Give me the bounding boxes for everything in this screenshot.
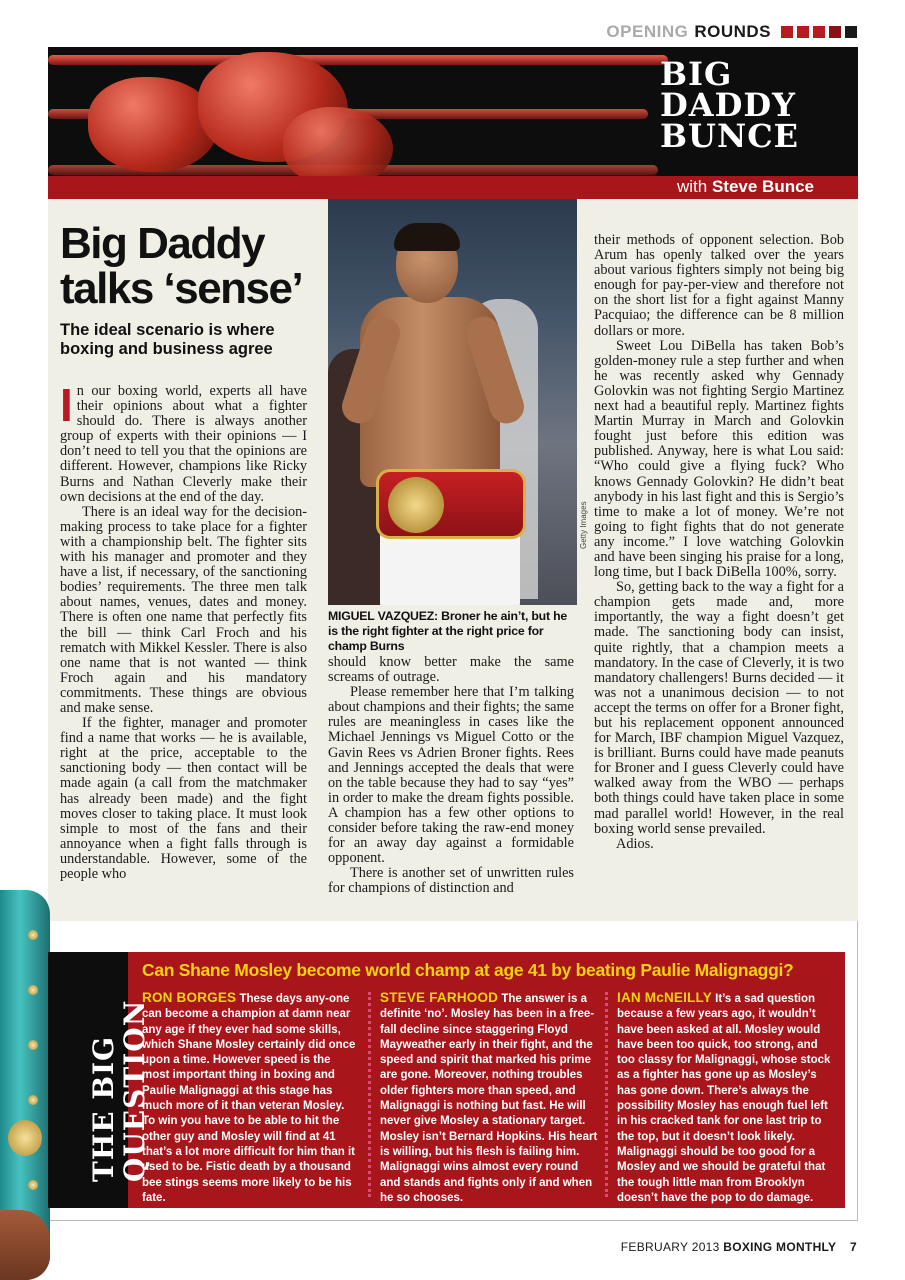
- boxing-glove-icon: [283, 107, 393, 187]
- stud-icon: [28, 1040, 38, 1050]
- stud-icon: [28, 930, 38, 940]
- fighter-photo: [328, 199, 577, 605]
- photo-fighter-shorts: [380, 529, 520, 605]
- trophy-plate-icon: [8, 1120, 42, 1156]
- square-icon: [797, 26, 809, 38]
- article-column-1: [60, 379, 307, 882]
- headline-line: Big Daddy: [60, 219, 265, 268]
- answer-text: These days any-one can become a champion at damn near any age if they ever had some skills, which Shane Mosley certainly did once upon a time. However speed is the most important thing in boxing and Paulie Malignaggi at this stage has much more of it than veteran Mosley. To win you have to be able to hit the other guy and Mosley will find at 41 that’s a lot more difficult for him than it used to be. Fistic death by a thousand bee stings seems more likely to be his fate.: [142, 993, 356, 1204]
- article-paragraph: [60, 379, 307, 505]
- column-banner: [48, 47, 858, 199]
- tab-title-line: QUESTION: [118, 999, 151, 1182]
- big-question-tab: [48, 952, 151, 1208]
- article-paragraph: their methods of opponent selection. Bob Arum has openly talked over the years about various fighters simply not being big enough for pay-per-view and therefore not on the short list for a fight against Manny Pacquiao; the difference can be 8 million dollars or more.: [594, 232, 844, 339]
- section-header: [0, 22, 857, 42]
- article-panel: [48, 199, 858, 921]
- column-title-line: BUNCE: [660, 117, 800, 155]
- article-paragraph: There is an ideal way for the decision-making process to take place for a fighter with a championship belt. The fighter sits with his manager and promoter and they have a list, if necessary, of the sanctioning bodies’ requirements. The three men talk about names, venues, dates and money. There is often one name that perfectly fits the bill — think Carl Froch and his rematch with Mikkel Kessler. There is also one name that is not wanted — think Froch again and his mandatory commitments. These things are obvious and make sense.: [60, 503, 307, 716]
- answer-column: [380, 990, 598, 1206]
- magazine-name: BOXING MONTHLY: [723, 1240, 837, 1254]
- article-paragraph: Please remember here that I’m talking about champions and their fights; the same rules are meaningless in cases like the Michael Jennings vs Miguel Cotto or the Gavin Rees vs Adrien Broner fights. Rees and Jennings accepted the deals that were on the table because they had to say “yes” in order to make the dream fights possible. A champion has a few other options to consider before taking the raw-end money for an away day against a formidable opponent.: [328, 684, 574, 867]
- answer-author: IAN McNEILLY: [617, 990, 712, 1005]
- photo-caption: MIGUEL VAZQUEZ: Broner he ain’t, but he is the right fighter at the right price for champ Burns: [328, 609, 568, 653]
- column-title-line: DADDY: [660, 86, 796, 124]
- headline-line: talks ‘sense’: [60, 264, 303, 313]
- answer-text: The answer is a definite ‘no’. Mosley has been in a free-fall decline since staggering Floyd Mayweather early in their fight, and the speed and spirit that marked his prime are gone. Moreover, nothing troubles older fighters more than speed, and Malignaggi is nothing but fast. He will never give Mosley a stationary target. Mosley isn’t Bernard Hopkins. His heart is willing, but his flesh is failing him. Malignaggi wins almost every round and stands and fights only if and when he so chooses.: [380, 993, 598, 1204]
- photo-fighter-hair: [394, 223, 460, 251]
- column-divider: [368, 992, 371, 1197]
- issue-date: FEBRUARY 2013: [620, 1240, 720, 1254]
- section-label-rounds: ROUNDS: [694, 22, 771, 41]
- answer-author: STEVE FARHOOD: [380, 990, 499, 1005]
- square-icon: [813, 26, 825, 38]
- big-question-title: Can Shane Mosley become world champ at age 41 by beating Paulie Malignaggi?: [142, 960, 794, 980]
- paragraph-text: n our boxing world, experts all have their opinions about what a fighter should do. There is always another group of experts with their opinions — I don’t need to tell you that the opinions are different. However, champions like Ricky Burns and Nathan Cleverly make their own decisions at the end of the day.: [60, 383, 307, 505]
- article-paragraph: should know better make the same screams of outrage.: [328, 654, 574, 686]
- stud-icon: [28, 1095, 38, 1105]
- section-squares: [781, 26, 857, 38]
- article-column-3: [594, 233, 844, 852]
- answer-author: RON BORGES: [142, 990, 237, 1005]
- page-number: 7: [850, 1240, 857, 1254]
- stud-icon: [28, 1180, 38, 1190]
- answer-column: [142, 990, 360, 1206]
- square-icon: [845, 26, 857, 38]
- answer-column: [617, 990, 835, 1206]
- hand-decoration: [0, 1210, 50, 1280]
- tab-title-line: THE BIG: [87, 1035, 120, 1182]
- square-icon: [829, 26, 841, 38]
- page-footer: [621, 1240, 857, 1254]
- byline-with: with: [676, 177, 708, 196]
- article-paragraph: Adios.: [616, 835, 654, 852]
- belt-plate-icon: [388, 477, 444, 533]
- byline-author: Steve Bunce: [711, 177, 814, 196]
- column-title: [660, 55, 800, 155]
- column-divider: [605, 992, 608, 1197]
- answer-text: It’s a sad question because a few years ago, it wouldn’t have been asked at all. Mosley would have been too quick, too strong, and too classy for Malignaggi, whose stock as a fighter has gone up as Mosley’s has gone down. There’s always the possibility Mosley has enough fuel left in his cracked tank for one last trip to the top, but it doesn’t look likely. Malignaggi should be too good for a Mosley and we should be grateful that the tough little man from Brooklyn doesn’t have the pop to do damage.: [617, 993, 831, 1204]
- byline-bar: [48, 176, 858, 199]
- trophy-decoration: [0, 890, 50, 1280]
- section-label-opening: OPENING: [606, 22, 689, 41]
- article-headline: [60, 221, 302, 311]
- article-paragraph: So, getting back to the way a fight for a champion gets made and, more importantly, the way a fight doesn’t get made. The sanctioning body can insist, quite rightly, that a champion meets a mandatory. In the case of Cleverly, it is two mandatory challengers! Burns decided — it was not a unanimous decision — to not accept the terms on offer for a Broner fight, but his replacement opponent announced for March, IBF champion Miguel Vazquez, is brilliant. Burns could have made peanuts for Broner and I guess Cleverly could have walked away from the WBO — perhaps both things could have taken place in some mad parallel world! However, in the real boxing world sense prevailed.: [594, 579, 844, 837]
- photo-credit: Getty Images: [579, 501, 588, 549]
- square-icon: [781, 26, 793, 38]
- ring-rope-decoration: [48, 55, 668, 65]
- article-standfirst: The ideal scenario is where boxing and business agree: [60, 321, 275, 358]
- article-paragraph: There is another set of unwritten rules for champions of distinction and: [328, 865, 574, 897]
- drop-cap: I: [60, 379, 73, 431]
- big-question-box: [48, 952, 845, 1208]
- column-title-line: BIG: [660, 55, 733, 93]
- article-column-2: [328, 655, 574, 897]
- big-question-tab-title: [88, 1000, 150, 1182]
- article-paragraph: If the fighter, manager and promoter find a name that works — he is available, right at the price, acceptable to the sanctioning body — then contact will be made again (a call from the matchmaker has already been made) and the fight moves closer to taking place. It must look simple to most of the fans and their annoyance when a fight falls through is understandable. However, some of the people who: [60, 715, 307, 882]
- byline: [677, 177, 814, 197]
- stud-icon: [28, 985, 38, 995]
- article-paragraph: Sweet Lou DiBella has taken Bob’s golden-money rule a step further and when he was recently asked why Gennady Golovkin was not fighting Sergio Martinez next had a beautiful reply. Martinez fights Martin Murray in March and Golovkin fought just before this edition was published. Anyway, here is what Lou said: “Who could give a flying fuck? Who knows Gennady Golovkin? He didn’t beat anybody in his last fight and this is Sergio’s time to make a lot of money. We’re not going to fight fights that do not generate any income.” I love watching Golovkin and have been singing his praise for a long, long time, but I back DiBella 100%, sorry.: [594, 337, 844, 581]
